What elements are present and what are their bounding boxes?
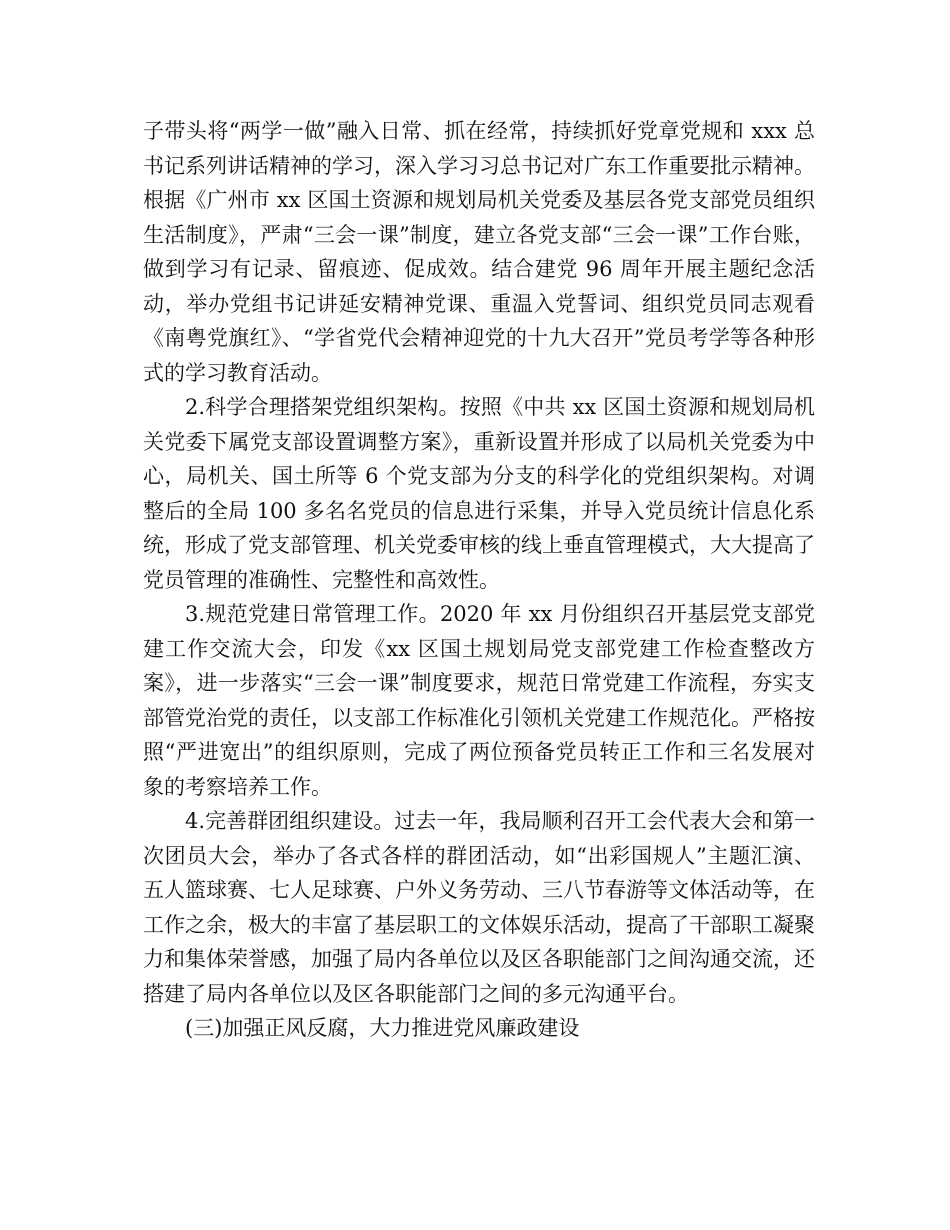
paragraph-item-2: 2.科学合理搭架党组织架构。按照《中共 xx 区国土资源和规划局机关党委下属党支部设置调整方案》，重新设置并形成了以局机关党委为中心，局机关、国土所等 6 个党支部为分支的科学化的党组织架构。对调整后的全局 100 多名名党员的信息进行采集，并导入党员统计信息化系统，形成了党支部管理、机关党委审核的线上垂直管理模式，大大提高了党员管理的准确性、完整性和高效性。	[143, 395, 815, 592]
document-body	[143, 114, 815, 1046]
paragraph-item-4: 4.完善群团组织建设。过去一年，我局顺利召开工会代表大会和第一次团员大会，举办了各式各样的群团活动，如“出彩国规人”主题汇演、五人篮球赛、七人足球赛、户外义务劳动、三八节春游等文体活动等，在工作之余，极大的丰富了基层职工的文体娱乐活动，提高了干部职工凝聚力和集体荣誉感，加强了局内各单位以及区各职能部门之间沟通交流，还搭建了局内各单位以及区各职能部门之间的多元沟通平台。	[143, 809, 815, 1006]
section-heading: (三)加强正风反腐，大力推进党风廉政建设	[185, 1016, 580, 1040]
paragraph-continuation: 子带头将“两学一做”融入日常、抓在经常，持续抓好党章党规和 xxx 总书记系列讲话精神的学习，深入学习习总书记对广东工作重要批示精神。根据《广州市 xx 区国土资源和规划局机关党委及基层各党支部党员组织生活制度》，严肃“三会一课”制度，建立各党支部“三会一课”工作台账，做到学习有记录、留痕迹、促成效。结合建党 96 周年开展主题纪念活动，举办党组书记讲延安精神党课、重温入党誓词、组织党员同志观看《南粤党旗红》、“学省党代会精神迎党的十九大召开”党员考学等各种形式的学习教育活动。	[143, 119, 815, 385]
paragraph-item-3: 3.规范党建日常管理工作。2020 年 xx 月份组织召开基层党支部党建工作交流大会，印发《xx 区国土规划局党支部党建工作检查整改方案》，进一步落实“三会一课”制度要求，规范日常党建工作流程，夯实支部管党治党的责任，以支部工作标准化引领机关党建工作规范化。严格按照“严进宽出”的组织原则，完成了两位预备党员转正工作和三名发展对象的考察培养工作。	[143, 602, 815, 799]
